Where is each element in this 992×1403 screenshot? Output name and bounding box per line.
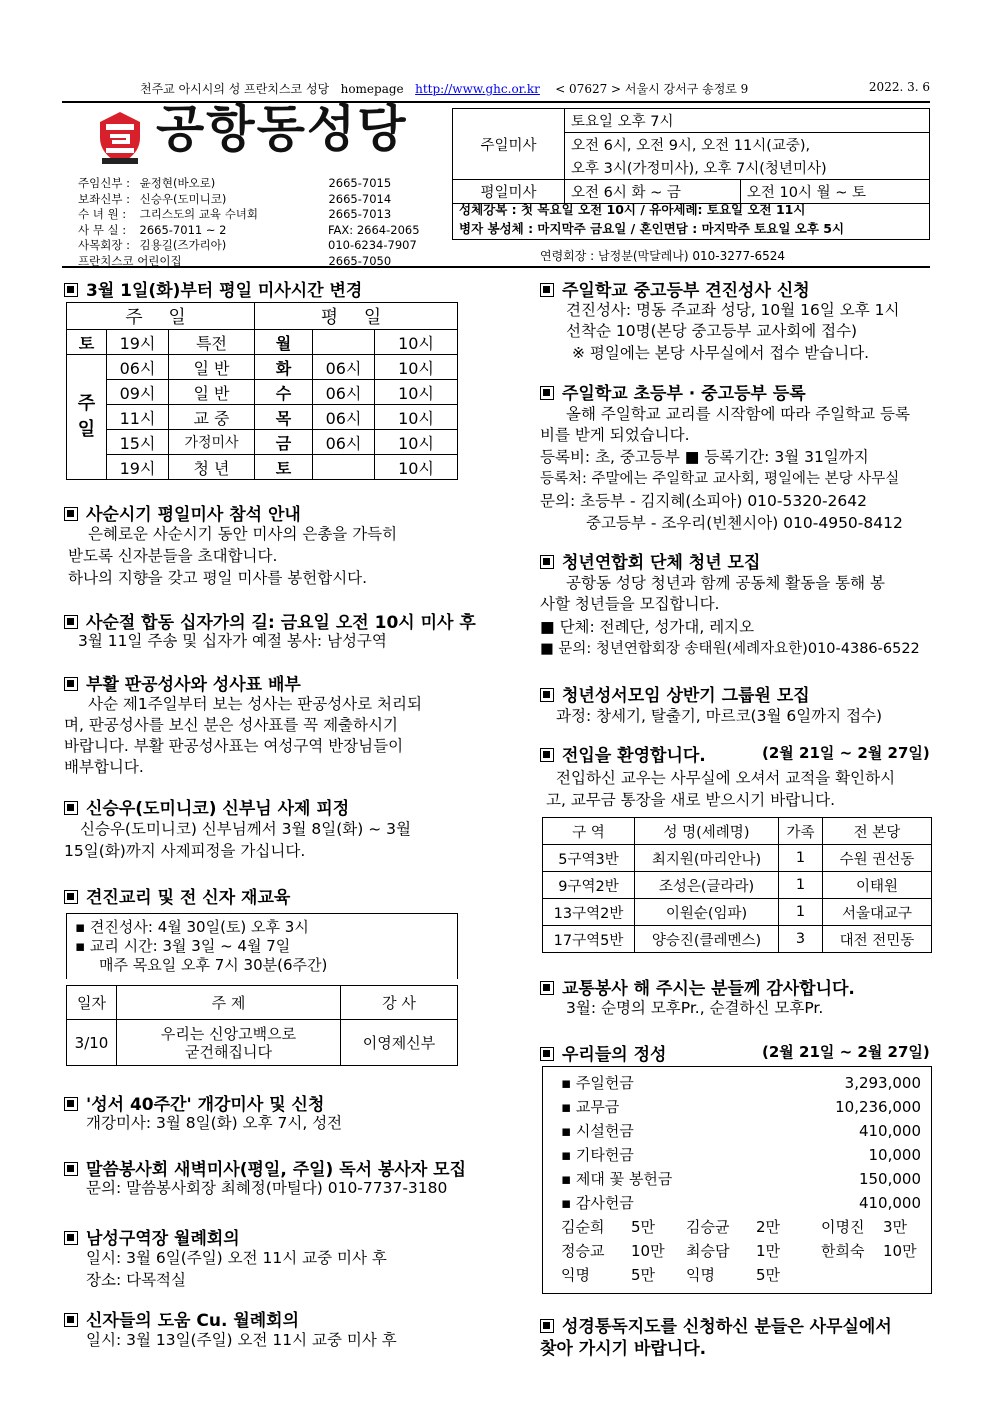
body-text: 문의: 말씀봉사회장 최혜정(마틸다) 010-7737-3180 xyxy=(86,1179,448,1197)
section-title: 주일학교 초등부 · 중고등부 등록 xyxy=(540,379,806,404)
period-label: (2월 21일 ~ 2월 27일) xyxy=(762,744,930,762)
table-header: 성 명(세례명) xyxy=(635,818,779,845)
body-text: 3월: 순명의 모후Pr., 순결하신 모후Pr. xyxy=(566,999,824,1017)
weekday-mass-label: 평일미사 xyxy=(453,180,565,204)
section-title: 교통봉사 해 주시는 분들께 감사합니다. xyxy=(540,974,855,999)
body-text: ※ 평일에는 본당 사무실에서 접수 받습니다. xyxy=(572,344,870,362)
body-text: 견진성사: 명동 주교좌 성당, 10월 16일 오후 1시 xyxy=(566,301,900,319)
table-header: 구 역 xyxy=(543,818,635,845)
body-text: 선착순 10명(본당 중고등부 교사회에 접수) xyxy=(566,322,858,340)
section-title: 우리들의 정성 xyxy=(540,1040,666,1065)
table-row: 9구역2반 조성은(글라라) 1 이태원 xyxy=(543,872,932,899)
table-header: 강 사 xyxy=(341,986,458,1020)
sunday-mass-line: 오전 6시, 오전 9시, 오전 11시(교중), xyxy=(565,133,930,157)
table-row: 13구역2반 이원순(임파) 1 서울대교구 xyxy=(543,899,932,926)
donor-list: 김순희 5만 김승균 2만 이명진 3만 정승교 10만 최승담 1만 한희숙 10만 익명 5만 익명 5만 xyxy=(561,1218,917,1284)
staff-row: 사 무 실 : 2665-7011 ~ 2 FAX: 2664-2065 xyxy=(78,222,420,237)
funeral-committee-contact: 연령회장 : 남정분(막달레나) 010-3277-6524 xyxy=(540,249,786,263)
checkbox-bullet-icon xyxy=(540,555,554,569)
body-text: 받도록 신자분들을 초대합니다. xyxy=(68,547,278,565)
info-bullet: 매주 목요일 오후 7시 30분(6주간) xyxy=(99,956,328,974)
body-text: 문의: 초등부 - 김지혜(소피아) 010-5320-2642 xyxy=(540,492,867,510)
body-text: 은혜로운 사순시기 동안 미사의 은총을 가득히 xyxy=(88,525,398,543)
checkbox-bullet-icon xyxy=(64,1162,78,1176)
confirmation-info-box xyxy=(66,913,458,979)
table-header: 가족 xyxy=(779,818,823,845)
staff-row: 프란치스코 어린이집 2665-7050 xyxy=(78,253,392,268)
body-text: 사순 제1주일부터 보는 성사는 판공성사로 처리되 xyxy=(88,695,422,713)
section-title: 신승우(도미니코) 신부님 사제 피정 xyxy=(64,794,349,819)
homepage-label: homepage xyxy=(340,82,404,96)
content-divider xyxy=(62,266,930,268)
body-text: 일시: 3월 6일(주일) 오전 11시 교중 미사 후 xyxy=(86,1249,387,1267)
sacrament-info-line: 병자 봉성체 : 마지막주 금요일 / 혼인면담 : 마지막주 토요일 오후 5시 xyxy=(459,221,845,236)
period-label: (2월 21일 ~ 2월 27일) xyxy=(762,1043,930,1061)
section-title: 신자들의 도움 Cu. 월례회의 xyxy=(64,1306,299,1331)
checkbox-bullet-icon xyxy=(64,677,78,691)
checkbox-bullet-icon xyxy=(540,981,554,995)
info-bullet: ▪ 견진성사: 4월 30일(토) 오후 3시 xyxy=(75,918,309,936)
checkbox-bullet-icon xyxy=(540,283,554,297)
body-text: 비를 받게 되었습니다. xyxy=(540,426,690,444)
table-cell: 우리는 신앙고백으로 굳건해집니다 xyxy=(117,1020,341,1066)
table-header: 전 본당 xyxy=(823,818,932,845)
body-text: 3월 11일 주송 및 십자가 예절 봉사: 남성구역 xyxy=(78,632,387,650)
section-title: 사순절 합동 십자가의 길: 금요일 오전 10시 미사 후 xyxy=(64,608,476,633)
checkbox-bullet-icon xyxy=(64,801,78,815)
sunday-mass-line: 오후 3시(가정미사), 오후 7시(청년미사) xyxy=(565,156,930,180)
checkbox-bullet-icon xyxy=(64,1097,78,1111)
staff-row: 수 녀 원 : 그리스도의 교육 수녀회 2665-7013 xyxy=(78,207,392,221)
table-cell: 이영제신부 xyxy=(341,1020,458,1066)
body-text: 하나의 지향을 갖고 평일 미사를 봉헌합시다. xyxy=(68,569,368,587)
offering-row: ▪ 시설헌금 410,000 xyxy=(561,1122,921,1140)
offering-row: ▪ 감사헌금 410,000 xyxy=(561,1194,921,1212)
weekday-mass-early: 오전 6시 화 ~ 금 xyxy=(565,180,741,204)
parish-logo-icon xyxy=(96,110,144,166)
section-title: 전입을 환영합니다. xyxy=(540,741,706,766)
body-text: 등록처: 주말에는 주일학교 교사회, 평일에는 본당 사무실 xyxy=(540,471,900,487)
body-text: 신승우(도미니코) 신부님께서 3월 8일(화) ~ 3월 xyxy=(80,820,411,838)
table-cell: 3/10 xyxy=(67,1020,117,1066)
section-title: 견진교리 및 전 신자 재교육 xyxy=(64,883,290,908)
section-title: 3월 1일(화)부터 평일 미사시간 변경 xyxy=(64,276,362,301)
header-info-line xyxy=(140,80,930,98)
body-text: 배부합니다. xyxy=(64,758,144,776)
checkbox-bullet-icon xyxy=(540,748,554,762)
body-text: 올해 주일학교 교리를 시작함에 따라 주일학교 등록 xyxy=(566,405,910,423)
body-text: 전입하신 교우는 사무실에 오셔서 교적을 확인하시 xyxy=(556,769,896,787)
sacrament-info xyxy=(452,199,930,240)
parish-title: 공항동성당 xyxy=(156,100,408,158)
offerings-box xyxy=(542,1066,932,1294)
address: < 07627 > 서울시 강서구 송정로 9 xyxy=(555,82,749,96)
issue-date: 2022. 3. 6 xyxy=(868,80,930,94)
info-bullet: ▪ 교리 시간: 3월 3일 ~ 4월 7일 xyxy=(75,937,291,955)
transfer-in-table xyxy=(542,817,932,953)
offering-row: ▪ 주일헌금 3,293,000 xyxy=(561,1074,921,1092)
checkbox-bullet-icon xyxy=(64,1231,78,1245)
section-title: 부활 판공성사와 성사표 배부 xyxy=(64,670,301,695)
offering-row: ▪ 교무금 10,236,000 xyxy=(561,1098,921,1116)
catechism-table xyxy=(66,985,458,1066)
table-row: 17구역5반 양승진(클레멘스) 3 대전 전민동 xyxy=(543,926,932,953)
mass-schedule-table xyxy=(452,108,930,204)
offering-row: ▪ 제대 꽃 봉헌금 150,000 xyxy=(561,1170,921,1188)
homepage-link[interactable]: http://www.ghc.or.kr xyxy=(415,82,540,96)
checkbox-bullet-icon xyxy=(540,688,554,702)
checkbox-bullet-icon xyxy=(64,283,78,297)
checkbox-bullet-icon xyxy=(64,615,78,629)
section-title: 청년연합회 단체 청년 모집 xyxy=(540,548,760,573)
sunday-label: 주 일 xyxy=(67,355,107,480)
checkbox-bullet-icon xyxy=(540,1047,554,1061)
body-text: 개강미사: 3월 8일(화) 오후 7시, 성전 xyxy=(86,1114,343,1132)
staff-row: 주임신부 : 윤정현(바오로) 2665-7015 xyxy=(78,176,392,190)
section-title: 성경통독지도를 신청하신 분들은 사무실에서 xyxy=(540,1312,892,1337)
table-header: 평 일 xyxy=(255,303,458,330)
table-header: 일자 xyxy=(67,986,117,1020)
section-title: 말씀봉사회 새벽미사(평일, 주일) 독서 봉사자 모집 xyxy=(64,1155,466,1180)
weekday-mass-late: 오전 10시 월 ~ 토 xyxy=(740,180,929,204)
checkbox-bullet-icon xyxy=(64,1313,78,1327)
mass-time-change-table: 주 일 평 일 토 19시 특전 월 10시 주 일 06시 일 반 화 06시 10시 09시 일 반 수 06시 10시 11시 교 중 목 06시 10시 15시 가정미사 금 06시 10시 19시 청 년 토 10시 xyxy=(66,302,458,480)
body-text: 찾아 가시기 바랍니다. xyxy=(540,1339,707,1359)
section-title: 남성구역장 월례회의 xyxy=(64,1224,240,1249)
body-text: 15일(화)까지 사제피정을 가십니다. xyxy=(64,842,306,860)
body-text: 고, 교무금 통장을 새로 받으시기 바랍니다. xyxy=(546,791,836,809)
section-title: 주일학교 중고등부 견진성사 신청 xyxy=(540,276,810,301)
section-title: 청년성서모임 상반기 그룹원 모집 xyxy=(540,681,810,706)
body-text: 며, 판공성사를 보신 분은 성사표를 꼭 제출하시기 xyxy=(64,716,398,734)
sunday-mass-line: 토요일 오후 7시 xyxy=(565,109,930,133)
body-text: 장소: 다목적실 xyxy=(86,1271,186,1289)
body-text: 바랍니다. 부활 판공성사표는 여성구역 반장님들이 xyxy=(64,737,404,755)
body-text: 일시: 3월 13일(주일) 오전 11시 교중 미사 후 xyxy=(86,1331,397,1349)
staff-row: 사목회장 : 김용길(즈가리아) 010-6234-7907 xyxy=(78,238,417,252)
sacrament-info-line: 성체강복 : 첫 목요일 오전 10시 / 유아세례: 토요일 오전 11시 xyxy=(459,202,806,217)
section-title: '성서 40주간' 개강미사 및 신청 xyxy=(64,1090,324,1115)
staff-list xyxy=(78,176,420,269)
body-text: ■ 단체: 전례단, 성가대, 레지오 xyxy=(540,618,755,636)
staff-row: 보좌신부 : 신승우(도미니코) 2665-7014 xyxy=(78,191,392,206)
body-text: 과정: 창세기, 탈출기, 마르코(3월 6일까지 접수) xyxy=(556,707,883,725)
body-text: ■ 문의: 청년연합회장 송태원(세례자요한)010-4386-6522 xyxy=(540,641,920,657)
body-text: 중고등부 - 조우리(빈첸시아) 010-4950-8412 xyxy=(586,514,903,532)
section-title: 사순시기 평일미사 참석 안내 xyxy=(64,500,301,525)
body-text: 공항동 성당 청년과 함께 공동체 활동을 통해 봉 xyxy=(566,574,885,592)
sunday-mass-label: 주일미사 xyxy=(453,109,565,180)
parish-name: 천주교 아시시의 성 프란치스코 성당 xyxy=(140,82,330,96)
table-header: 주 제 xyxy=(117,986,341,1020)
checkbox-bullet-icon xyxy=(64,890,78,904)
offering-row: ▪ 기타헌금 10,000 xyxy=(561,1146,921,1164)
body-text: 등록비: 초, 중고등부 ■ 등록기간: 3월 31일까지 xyxy=(540,448,869,466)
checkbox-bullet-icon xyxy=(64,507,78,521)
table-header: 주 일 xyxy=(67,303,255,330)
checkbox-bullet-icon xyxy=(540,386,554,400)
checkbox-bullet-icon xyxy=(540,1319,554,1333)
body-text: 사할 청년들을 모집합니다. xyxy=(540,595,720,613)
table-row: 5구역3반 최지원(마리안나) 1 수원 권선동 xyxy=(543,845,932,872)
